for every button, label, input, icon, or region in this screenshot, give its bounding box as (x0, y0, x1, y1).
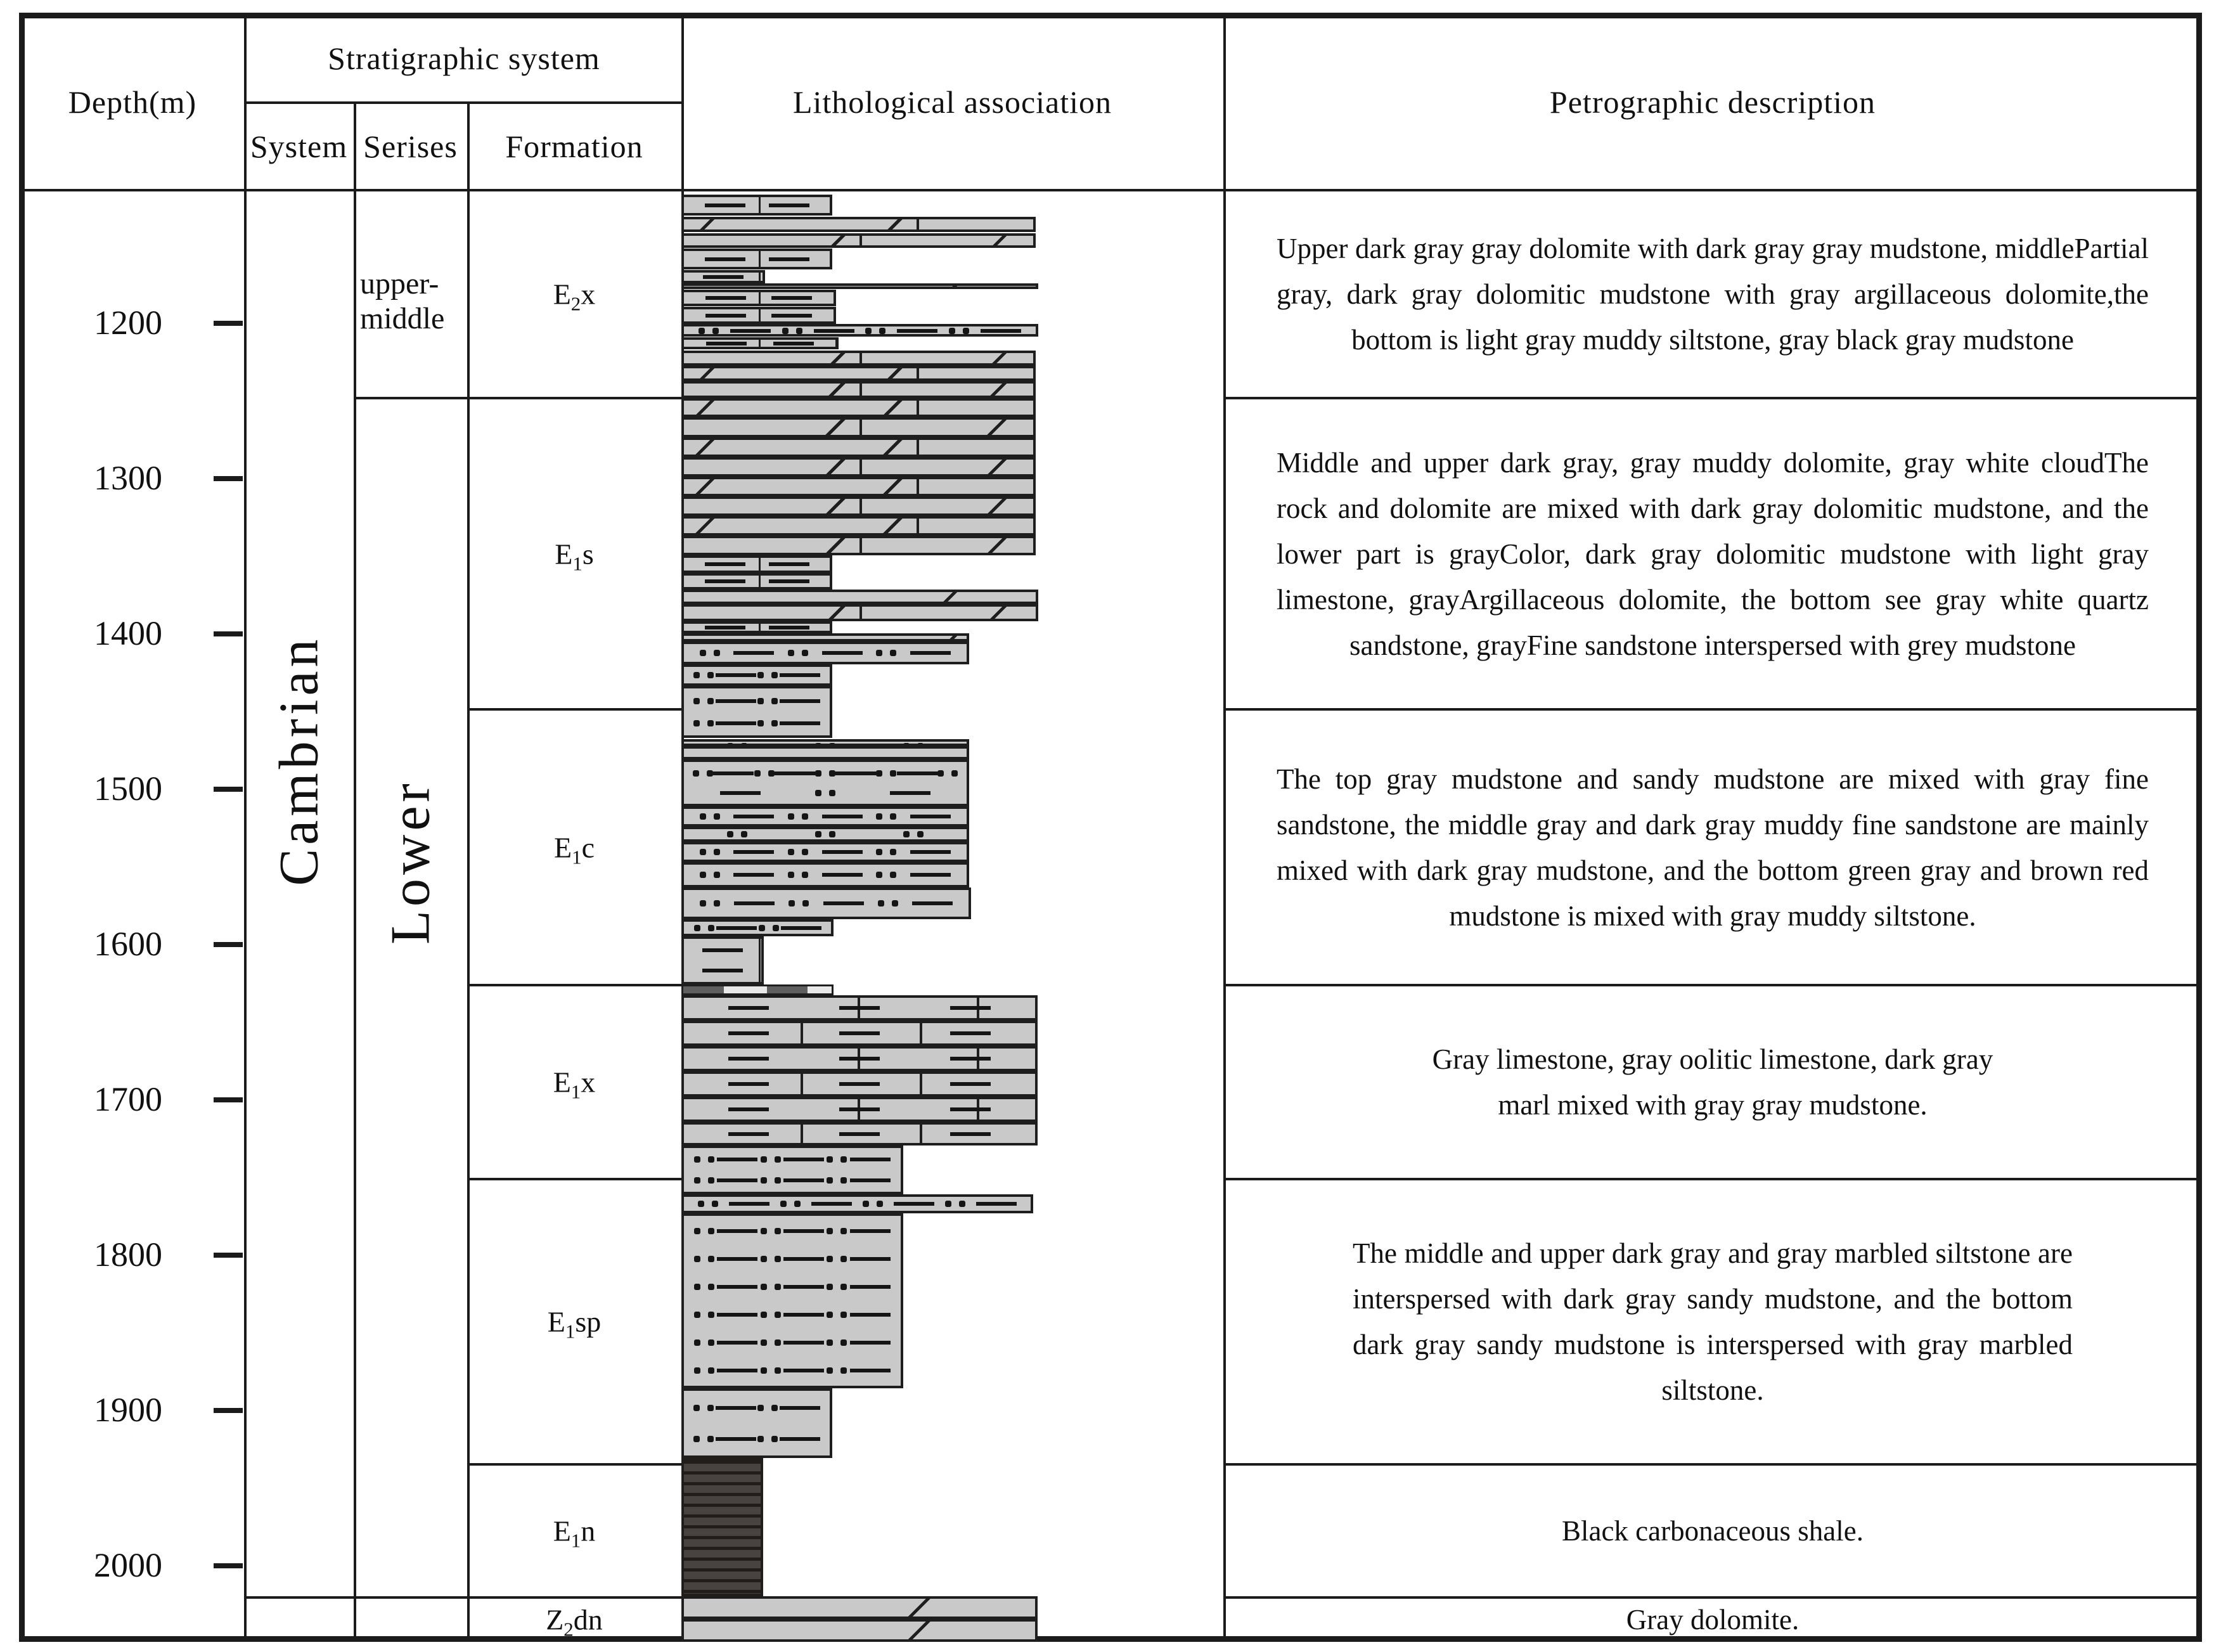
header-system-label: System (250, 129, 348, 164)
depth-tick-label: 1500 (94, 770, 162, 808)
lith-bar-dol (681, 417, 1036, 437)
description-text: Black carbonaceous shale. (1561, 1515, 1864, 1547)
lith-bar-dol (681, 516, 1036, 536)
lith-bar-lime (681, 1097, 1038, 1122)
description-row (1226, 985, 2199, 1179)
description-text: Gray limestone, gray oolitic limestone, dark gray marl mixed with gray gray mudstone. (1432, 1043, 1993, 1121)
lith-bar-silt (681, 324, 1038, 337)
description-text: Middle and upper dark gray, gray muddy dolomite, gray white cloudThe rock and dolomite are mixed with dark gray dolomitic mudstone, and the lower part is grayColor, dark gray dolomitic mudstone with light gray limestone, grayArgillaceous dolomite, the bottom see gray white quartz sandstone, grayFine sandstone interspersed with grey mudstone (1277, 446, 2149, 661)
lith-bar-dots (681, 827, 969, 842)
depth-tick (214, 631, 243, 636)
lith-bar-mud (681, 195, 832, 216)
description-row (1226, 1464, 2199, 1597)
depth-tick (214, 942, 243, 947)
formation-label-Z2dn: $Z_2dn$ (546, 1603, 603, 1641)
depth-tick-label: 1900 (94, 1391, 162, 1429)
lith-bar-dol (681, 381, 1036, 398)
lith-bar-thin (681, 283, 1038, 289)
lith-bar-dol (681, 366, 1036, 381)
lith-bar-dol (681, 477, 1036, 496)
depth-tick (214, 476, 243, 481)
formation-label-E2x: $E_2x$ (553, 278, 596, 315)
depth-tick (214, 1253, 243, 1258)
grid-vline-depth-system (244, 13, 247, 1642)
header-petrography-label: Petrographic description (1549, 84, 1876, 120)
grid-vline-system-series (354, 101, 356, 1642)
depth-tick (214, 787, 243, 792)
description-text: Upper dark gray gray dolomite with dark gray gray mudstone, middlePartial gray, dark gray dolomitic mudstone with gray argillaceous dolomite,the bottom is light gray muddy siltstone, gray black gray mudstone (1277, 233, 2149, 356)
lith-bar-muddiag (681, 307, 836, 324)
description-text: Gray dolomite. (1626, 1604, 1799, 1636)
lith-bar-dots (681, 739, 969, 746)
lith-bar-sand (681, 686, 832, 738)
description-row (1226, 190, 2199, 398)
lith-bar-dol (681, 457, 1036, 477)
header-depth (22, 15, 243, 189)
formation-label-E1x: $E_1x$ (553, 1066, 596, 1103)
system-cell-cambrian: Cambrian (268, 635, 330, 886)
lith-bar-sand (681, 1388, 832, 1458)
header-stratigraphic-system (247, 15, 681, 101)
grid-hline-formation-boundary (467, 708, 681, 711)
lith-bar-dol (681, 604, 1038, 621)
lith-bar-silt (681, 862, 969, 887)
lith-bar-dol (681, 496, 1036, 516)
lith-bar-dol (681, 233, 1036, 248)
header-series (354, 104, 467, 189)
depth-tick (214, 1097, 243, 1102)
lith-bar-thin (681, 633, 969, 642)
depth-tick-label: 1800 (94, 1236, 162, 1274)
lith-bar-zdol (681, 1619, 1038, 1642)
grid-hline-cambrian-bottom (244, 1596, 681, 1599)
depth-tick (214, 1563, 243, 1568)
lith-bar-lime (681, 1071, 1038, 1097)
lith-bar-sand (681, 1145, 903, 1194)
depth-tick-label: 1400 (94, 614, 162, 652)
grid-hline-formation-boundary (467, 1178, 681, 1180)
header-depth-label: Depth(m) (68, 84, 197, 120)
header-stratigraphic-system-label: Stratigraphic system (328, 41, 600, 76)
lith-bar-dol (681, 217, 1036, 232)
depth-tick-label: 1200 (94, 304, 162, 342)
formation-label-E1n: $E_1n$ (553, 1514, 596, 1552)
lith-bar-mud (681, 936, 764, 984)
lith-bar-muddiag (681, 290, 836, 306)
lith-bar-silt (681, 1194, 1033, 1213)
depth-tick-label: 1300 (94, 459, 162, 497)
depth-tick (214, 1408, 243, 1413)
lith-bar-mud (681, 337, 839, 349)
description-text: The middle and upper dark gray and gray marbled siltstone are interspersed with dark gray sandy mudstone, and the bottom dark gray sandy mudstone is interspersed with gray marbled siltstone. (1353, 1237, 2073, 1406)
grid-hline-formation-boundary (467, 984, 681, 986)
description-row (1226, 1179, 2199, 1464)
lith-bar-zdol (681, 1596, 1038, 1619)
lith-bar-muddiag (681, 621, 832, 633)
depth-tick-label: 1600 (94, 925, 162, 963)
depth-tick-label: 2000 (94, 1546, 162, 1584)
description-row (1226, 398, 2199, 709)
description-row (1226, 1597, 2199, 1642)
lith-bar-silt (681, 664, 832, 686)
depth-tick (214, 321, 243, 326)
header-lithology-label: Lithological association (792, 84, 1112, 120)
header-formation (467, 104, 681, 189)
series-cell-upper-middle: upper- middle (360, 267, 445, 336)
lith-bar-silt (681, 919, 834, 936)
header-system (244, 104, 354, 189)
description-row (1226, 709, 2199, 985)
lith-bar-dol (681, 437, 1036, 457)
grid-vline-series-formation (467, 101, 470, 1642)
lith-bar-silt (681, 842, 969, 862)
formation-label-E1sp: $E_1sp$ (547, 1305, 602, 1343)
header-series-label: Serises (363, 129, 458, 164)
lith-bar-dol (681, 398, 1036, 417)
lith-bar-mud (681, 555, 832, 573)
grid-hline-formation-boundary (467, 1463, 681, 1466)
grid-hline-formation-boundary (354, 397, 681, 399)
series-cell-lower: Lower (380, 780, 441, 945)
lith-bar-plain (681, 746, 969, 759)
formation-label-E1s: $E_1s$ (555, 538, 594, 574)
lith-bar-dol (681, 351, 1036, 366)
lith-bar-sand (681, 1213, 903, 1388)
lith-bar-sand (681, 759, 969, 806)
lith-bar-dol (681, 536, 1036, 555)
lith-bar-silt (681, 642, 969, 664)
lith-bar-silt (681, 887, 971, 919)
lith-bar-mud (681, 573, 832, 590)
description-text: The top gray mudstone and sandy mudstone are mixed with gray fine sandstone, the middle gray and dark gray muddy fine sandstone are mainly mixed with dark gray mudstone, and the bottom green gray and brown red mudstone is mixed with gray muddy siltstone. (1277, 763, 2149, 932)
depth-tick-label: 1700 (94, 1080, 162, 1118)
lith-bar-silt (681, 806, 969, 827)
header-petrographic-description (1226, 15, 2199, 189)
lith-bar-mud (681, 248, 832, 269)
lith-bar-lime (681, 1046, 1038, 1071)
lith-bar-shale (681, 1458, 763, 1596)
lith-bar-lime (681, 1122, 1038, 1145)
lith-bar-thin (681, 590, 1038, 604)
lith-bar-striped (681, 984, 834, 995)
lith-bar-lime (681, 1021, 1038, 1046)
header-formation-label: Formation (505, 129, 643, 164)
lith-bar-mud (681, 270, 765, 283)
header-lithological-association (684, 15, 1221, 189)
lith-bar-lime (681, 995, 1038, 1021)
formation-label-E1c: $E_1c$ (553, 831, 595, 868)
